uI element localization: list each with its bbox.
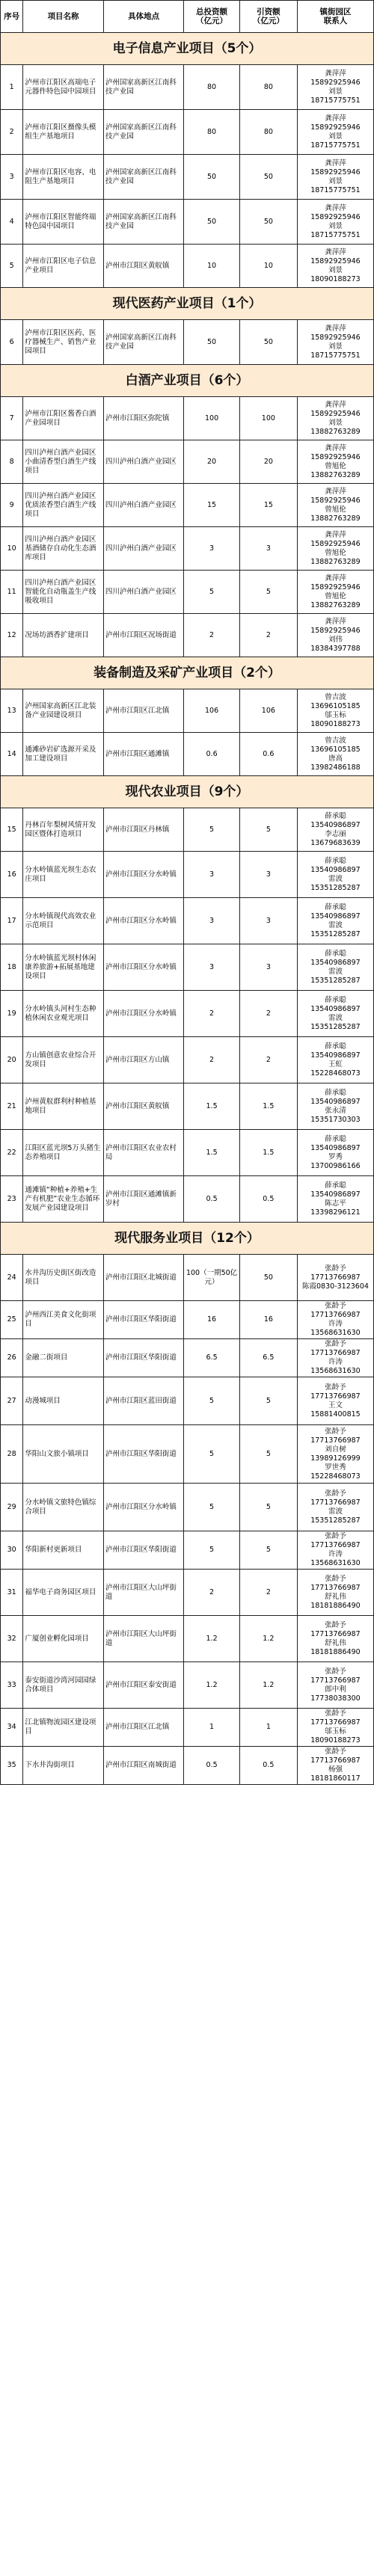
- project-name: 分水岭镇文旅特色镇综合项目: [23, 1484, 104, 1531]
- row-index: 13: [1, 689, 23, 733]
- project-name: 泸州西江美食文化街项目: [23, 1301, 104, 1339]
- project-name: 分水岭镇蓝光坝村休闲康养旅游+拓展基地建设项目: [23, 944, 104, 991]
- project-location: 泸州市江阳区分水岭镇: [103, 852, 184, 898]
- table-row: [1, 1176, 374, 1223]
- row-index: 18: [1, 944, 23, 991]
- row-index: 10: [1, 527, 23, 571]
- contact-person: 龚萍萍 15892925946 刘景 18715775751: [297, 320, 373, 365]
- row-index: 14: [1, 733, 23, 776]
- row-index: 24: [1, 1255, 23, 1301]
- attracted-investment: 3: [239, 527, 297, 571]
- section-title: 白酒产业项目（6个）: [1, 365, 374, 397]
- attracted-investment: 0.6: [239, 733, 297, 776]
- row-index: 9: [1, 484, 23, 527]
- project-name: 泸州市江阳区电子信息产业项目: [23, 245, 104, 288]
- attracted-investment: 3: [239, 944, 297, 991]
- table-row: [1, 944, 374, 991]
- contact-person: 龚萍萍 15892925946 刘景 13882763289: [297, 397, 373, 440]
- contact-person: 龚萍萍 15892925946 曾旭伦 13882763289: [297, 484, 373, 527]
- project-location: 泸州市江阳区通滩镇: [103, 733, 184, 776]
- attracted-investment: 6.5: [239, 1339, 297, 1377]
- row-index: 11: [1, 571, 23, 614]
- table-row: [1, 689, 374, 733]
- table-row: [1, 1709, 374, 1747]
- project-location: 泸州国家高新区江南科技产业园: [103, 110, 184, 155]
- total-investment: 15: [184, 484, 239, 527]
- contact-person: 张龄予 17713766987 许涛 13568631630: [297, 1301, 373, 1339]
- total-investment: 3: [184, 898, 239, 944]
- project-location: 泸州市江阳区大山坪街道: [103, 1616, 184, 1662]
- attracted-investment: 16: [239, 1301, 297, 1339]
- project-location: 泸州市江阳区分水岭镇: [103, 991, 184, 1037]
- table-row: [1, 733, 374, 776]
- attracted-investment: 1.5: [239, 1083, 297, 1130]
- total-investment: 2: [184, 614, 239, 657]
- table-row: [1, 1747, 374, 1785]
- attracted-investment: 5: [239, 1531, 297, 1570]
- project-location: 四川泸州白酒产业园区: [103, 527, 184, 571]
- row-index: 6: [1, 320, 23, 365]
- row-index: 31: [1, 1570, 23, 1616]
- contact-person: 张龄予 17713766987 王文 15881400815: [297, 1377, 373, 1425]
- section-title: 现代服务业项目（12个）: [1, 1223, 374, 1255]
- header-total-investment: 总投资额 （亿元）: [184, 1, 239, 33]
- total-investment: 0.5: [184, 1176, 239, 1223]
- table-header-row: [1, 1, 374, 33]
- table-row: [1, 245, 374, 288]
- attracted-investment: 3: [239, 898, 297, 944]
- project-name: 分水岭镇蓝光坝生态农庄项目: [23, 852, 104, 898]
- project-location: 泸州国家高新区江南科技产业园: [103, 155, 184, 200]
- project-location: 泸州市江阳区丹林镇: [103, 808, 184, 852]
- project-name: 泸州市江阳区酱香白酒产业园项目: [23, 397, 104, 440]
- row-index: 3: [1, 155, 23, 200]
- total-investment: 0.5: [184, 1747, 239, 1785]
- table-row: [1, 898, 374, 944]
- project-location: 泸州市江阳区通滩镇新岁村: [103, 1176, 184, 1223]
- table-row: [1, 1484, 374, 1531]
- row-index: 21: [1, 1083, 23, 1130]
- attracted-investment: 50: [239, 200, 297, 245]
- project-name: 通滩砂岩矿选源开采及加工建设项目: [23, 733, 104, 776]
- project-location: 泸州市江阳区大山坪街道: [103, 1570, 184, 1616]
- total-investment: 10: [184, 245, 239, 288]
- header-attracted-investment: 引资额 （亿元）: [239, 1, 297, 33]
- row-index: 34: [1, 1709, 23, 1747]
- contact-person: 张龄予 17713766987 邬玉标 18090188273: [297, 1709, 373, 1747]
- row-index: 22: [1, 1130, 23, 1176]
- attracted-investment: 80: [239, 110, 297, 155]
- contact-person: 薛承聪 13540986897 李志丽 13679683639: [297, 808, 373, 852]
- attracted-investment: 3: [239, 852, 297, 898]
- total-investment: 20: [184, 440, 239, 484]
- table-row: [1, 65, 374, 110]
- project-name: 下水井沟街项目: [23, 1747, 104, 1785]
- project-location: 泸州市江阳区华阳街道: [103, 1425, 184, 1484]
- table-row: [1, 571, 374, 614]
- project-location: 泸州市江阳区泰安街道: [103, 1662, 184, 1709]
- contact-person: 龚萍萍 15892925946 曾旭伦 13882763289: [297, 571, 373, 614]
- total-investment: 6.5: [184, 1339, 239, 1377]
- contact-person: 张龄予 17713766987 舒礼伟 18181886490: [297, 1616, 373, 1662]
- row-index: 25: [1, 1301, 23, 1339]
- table-row: [1, 155, 374, 200]
- project-location: 泸州国家高新区江南科技产业园: [103, 65, 184, 110]
- project-name: 江阳区蓝光坝5万头猪生态养殖项目: [23, 1130, 104, 1176]
- section-title-row: [1, 33, 374, 65]
- total-investment: 50: [184, 155, 239, 200]
- total-investment: 1.2: [184, 1616, 239, 1662]
- contact-person: 龚萍萍 15892925946 刘景 18715775751: [297, 200, 373, 245]
- project-location: 泸州市江阳区黄舣镇: [103, 245, 184, 288]
- contact-person: 薛承聪 13540986897 雷波 15351285287: [297, 898, 373, 944]
- attracted-investment: 5: [239, 1425, 297, 1484]
- attracted-investment: 15: [239, 484, 297, 527]
- project-location: 泸州市江阳区北城街道: [103, 1255, 184, 1301]
- project-name: 四川泸州白酒产业园区基酒储存自动化生态酒库项目: [23, 527, 104, 571]
- table-row: [1, 440, 374, 484]
- total-investment: 2: [184, 1037, 239, 1083]
- project-name: 四川泸州白酒产业园区优质浓香型白酒生产线项目: [23, 484, 104, 527]
- attracted-investment: 20: [239, 440, 297, 484]
- project-name: 四川泸州白酒产业园区智能化自动瓶盖生产线吸收项目: [23, 571, 104, 614]
- attracted-investment: 1: [239, 1709, 297, 1747]
- row-index: 29: [1, 1484, 23, 1531]
- attracted-investment: 0.5: [239, 1176, 297, 1223]
- project-location: 泸州市江阳区分水岭镇: [103, 898, 184, 944]
- project-name: 泸州国家高新区江北装备产业园建设项目: [23, 689, 104, 733]
- project-name: 泸州市江阳区智能终端特色园中园项目: [23, 200, 104, 245]
- section-title-row: [1, 657, 374, 689]
- project-name: 丹林百年梨树风情开发园区暨体打造项目: [23, 808, 104, 852]
- row-index: 35: [1, 1747, 23, 1785]
- contact-person: 曾吉波 13696105185 邬玉标 18090188273: [297, 689, 373, 733]
- row-index: 33: [1, 1662, 23, 1709]
- contact-person: 龚萍萍 15892925946 刘景 18715775751: [297, 155, 373, 200]
- project-location: 泸州市江阳区黄舣镇: [103, 1083, 184, 1130]
- project-location: 泸州市江阳区分水岭镇: [103, 944, 184, 991]
- project-name: 动漫城项目: [23, 1377, 104, 1425]
- total-investment: 16: [184, 1301, 239, 1339]
- section-title-row: [1, 1223, 374, 1255]
- row-index: 15: [1, 808, 23, 852]
- attracted-investment: 50: [239, 320, 297, 365]
- attracted-investment: 1.2: [239, 1616, 297, 1662]
- project-name: 泰安街道沙湾河园园绿合体项目: [23, 1662, 104, 1709]
- table-row: [1, 614, 374, 657]
- contact-person: 龚萍萍 15892925946 曾旭伦 13882763289: [297, 440, 373, 484]
- row-index: 2: [1, 110, 23, 155]
- contact-person: 龚萍萍 15892925946 刘景 18715775751: [297, 110, 373, 155]
- row-index: 4: [1, 200, 23, 245]
- project-name: 况场坊酒香扩建项目: [23, 614, 104, 657]
- row-index: 30: [1, 1531, 23, 1570]
- attracted-investment: 10: [239, 245, 297, 288]
- project-name: 福华电子商务园区项目: [23, 1570, 104, 1616]
- table-row: [1, 808, 374, 852]
- row-index: 28: [1, 1425, 23, 1484]
- project-name: 方山镇创意农业综合开发项目: [23, 1037, 104, 1083]
- project-name: 水井沟历史街区街改造项目: [23, 1255, 104, 1301]
- attracted-investment: 100: [239, 397, 297, 440]
- contact-person: 张龄予 17713766987 许涛 13568631630: [297, 1531, 373, 1570]
- project-location: 泸州市江阳区分水岭镇: [103, 1484, 184, 1531]
- project-location: 泸州市江阳区农业农村局: [103, 1130, 184, 1176]
- project-name: 金融二街项目: [23, 1339, 104, 1377]
- project-name: 分水岭镇头河村生态种植休闲农业观光项目: [23, 991, 104, 1037]
- attracted-investment: 2: [239, 991, 297, 1037]
- contact-person: 张龄予 17713766987 许涛 13568631630: [297, 1339, 373, 1377]
- table-row: [1, 110, 374, 155]
- contact-person: 薛承聪 13540986897 陈志平 13398296121: [297, 1176, 373, 1223]
- attracted-investment: 5: [239, 571, 297, 614]
- contact-person: 张龄予 17713766987 陈霞0830-3123604: [297, 1255, 373, 1301]
- project-name: 泸州市江阳区高端电子元器件特色园中园项目: [23, 65, 104, 110]
- project-location: 泸州市江阳区南城街道: [103, 1747, 184, 1785]
- project-location: 泸州市江阳区蓝田街道: [103, 1377, 184, 1425]
- contact-person: 龚萍萍 15892925946 刘景 18715775751: [297, 65, 373, 110]
- total-investment: 1.5: [184, 1130, 239, 1176]
- header-contact: 镇街园区 联系人: [297, 1, 373, 33]
- total-investment: 5: [184, 1425, 239, 1484]
- total-investment: 2: [184, 1570, 239, 1616]
- project-location: 泸州市江阳区况场街道: [103, 614, 184, 657]
- total-investment: 3: [184, 527, 239, 571]
- project-location: 泸州市江阳区方山镇: [103, 1037, 184, 1083]
- table-row: [1, 1130, 374, 1176]
- project-name: 华阳新村更新项目: [23, 1531, 104, 1570]
- table-row: [1, 1425, 374, 1484]
- project-location: 四川泸州白酒产业园区: [103, 484, 184, 527]
- total-investment: 100: [184, 397, 239, 440]
- attracted-investment: 50: [239, 1255, 297, 1301]
- contact-person: 张龄予 17713766987 郎中利 17738038300: [297, 1662, 373, 1709]
- table-row: [1, 397, 374, 440]
- table-row: [1, 991, 374, 1037]
- project-name: 江北镇物流园区建设项目: [23, 1709, 104, 1747]
- project-name: 泸州市江阳区摄像头模组生产基地项目: [23, 110, 104, 155]
- contact-person: 张龄予 17713766987 杨强 18181860117: [297, 1747, 373, 1785]
- total-investment: 1.5: [184, 1083, 239, 1130]
- project-location: 泸州市江阳区江北镇: [103, 1709, 184, 1747]
- contact-person: 薛承聪 13540986897 雷波 15351285287: [297, 991, 373, 1037]
- attracted-investment: 2: [239, 614, 297, 657]
- total-investment: 3: [184, 944, 239, 991]
- section-title-row: [1, 365, 374, 397]
- attracted-investment: 2: [239, 1570, 297, 1616]
- total-investment: 5: [184, 1377, 239, 1425]
- total-investment: 0.6: [184, 733, 239, 776]
- table-row: [1, 1570, 374, 1616]
- row-index: 7: [1, 397, 23, 440]
- total-investment: 106: [184, 689, 239, 733]
- table-row: [1, 1037, 374, 1083]
- total-investment: 100（一期50亿元）: [184, 1255, 239, 1301]
- project-location: 泸州市江阳区华阳街道: [103, 1301, 184, 1339]
- table-row: [1, 200, 374, 245]
- attracted-investment: 5: [239, 1484, 297, 1531]
- table-row: [1, 1339, 374, 1377]
- contact-person: 龚萍萍 15892925946 刘伟 18384397788: [297, 614, 373, 657]
- contact-person: 薛承聪 13540986897 罗秀 13700986166: [297, 1130, 373, 1176]
- project-location: 泸州国家高新区江南科技产业园: [103, 200, 184, 245]
- contact-person: 薛承聪 13540986897 雷波 15351285287: [297, 852, 373, 898]
- section-title: 电子信息产业项目（5个）: [1, 33, 374, 65]
- project-name: 分水岭镇现代高效农业示范项目: [23, 898, 104, 944]
- project-name: 华阳山文旅小镇项目: [23, 1425, 104, 1484]
- row-index: 23: [1, 1176, 23, 1223]
- row-index: 20: [1, 1037, 23, 1083]
- contact-person: 薛承聪 13540986897 王虹 15228468073: [297, 1037, 373, 1083]
- project-location: 泸州国家高新区江南科技产业园: [103, 320, 184, 365]
- section-title: 装备制造及采矿产业项目（2个）: [1, 657, 374, 689]
- contact-person: 薛承聪 13540986897 雷波 15351285287: [297, 944, 373, 991]
- total-investment: 5: [184, 571, 239, 614]
- row-index: 27: [1, 1377, 23, 1425]
- row-index: 26: [1, 1339, 23, 1377]
- table-row: [1, 527, 374, 571]
- attracted-investment: 5: [239, 808, 297, 852]
- header-location: 具体地点: [103, 1, 184, 33]
- row-index: 12: [1, 614, 23, 657]
- header-project-name: 项目名称: [23, 1, 104, 33]
- row-index: 8: [1, 440, 23, 484]
- table-row: [1, 320, 374, 365]
- row-index: 1: [1, 65, 23, 110]
- total-investment: 1.2: [184, 1662, 239, 1709]
- contact-person: 龚萍萍 15892925946 曾旭伦 13882763289: [297, 527, 373, 571]
- project-name: 广厦创业孵化园项目: [23, 1616, 104, 1662]
- row-index: 16: [1, 852, 23, 898]
- project-location: 泸州市江阳区江北镇: [103, 689, 184, 733]
- project-name: 四川泸州白酒产业园区小曲清香型白酒生产线项目: [23, 440, 104, 484]
- section-title-row: [1, 288, 374, 320]
- attracted-investment: 1.5: [239, 1130, 297, 1176]
- table-row: [1, 1662, 374, 1709]
- project-name: 通滩镇“种植+养殖+生产有机肥”农业生态循环发展产业园建设项目: [23, 1176, 104, 1223]
- table-row: [1, 852, 374, 898]
- header-index: 序号: [1, 1, 23, 33]
- attracted-investment: 5: [239, 1377, 297, 1425]
- contact-person: 张龄予 17713766987 舒礼伟 18181886490: [297, 1570, 373, 1616]
- attracted-investment: 80: [239, 65, 297, 110]
- project-location: 四川泸州白酒产业园区: [103, 571, 184, 614]
- table-row: [1, 1377, 374, 1425]
- table-row: [1, 484, 374, 527]
- attracted-investment: 1.2: [239, 1662, 297, 1709]
- row-index: 5: [1, 245, 23, 288]
- attracted-investment: 0.5: [239, 1747, 297, 1785]
- table-row: [1, 1616, 374, 1662]
- contact-person: 龚萍萍 15892925946 刘景 18090188273: [297, 245, 373, 288]
- project-name: 泸州市江阳区医药、医疗器械生产、销售产业园项目: [23, 320, 104, 365]
- total-investment: 2: [184, 991, 239, 1037]
- project-location: 泸州市江阳区华阳街道: [103, 1339, 184, 1377]
- attracted-investment: 106: [239, 689, 297, 733]
- table-row: [1, 1301, 374, 1339]
- total-investment: 50: [184, 320, 239, 365]
- table-row: [1, 1255, 374, 1301]
- row-index: 19: [1, 991, 23, 1037]
- total-investment: 5: [184, 1531, 239, 1570]
- total-investment: 1: [184, 1709, 239, 1747]
- section-title-row: [1, 776, 374, 808]
- row-index: 32: [1, 1616, 23, 1662]
- table-row: [1, 1083, 374, 1130]
- project-name: 泸州黄舣群利村种植基地项目: [23, 1083, 104, 1130]
- section-title: 现代农业项目（9个）: [1, 776, 374, 808]
- section-title: 现代医药产业项目（1个）: [1, 288, 374, 320]
- total-investment: 80: [184, 110, 239, 155]
- project-location: 泸州市江阳区华阳街道: [103, 1531, 184, 1570]
- table-body: [1, 33, 374, 1785]
- table-row: [1, 1531, 374, 1570]
- row-index: 17: [1, 898, 23, 944]
- total-investment: 5: [184, 1484, 239, 1531]
- project-location: 四川泸州白酒产业园区: [103, 440, 184, 484]
- contact-person: 张龄予 17713766987 刘自树 13989126999 罗世秀 15228468073: [297, 1425, 373, 1484]
- attracted-investment: 50: [239, 155, 297, 200]
- contact-person: 曾吉波 13696105185 唐高 13982486188: [297, 733, 373, 776]
- total-investment: 50: [184, 200, 239, 245]
- contact-person: 薛承聪 13540986897 张永清 15351730303: [297, 1083, 373, 1130]
- project-location: 泸州市江阳区弥陀镇: [103, 397, 184, 440]
- project-name: 泸州市江阳区电容、电阻生产基地项目: [23, 155, 104, 200]
- contact-person: 张龄予 17713766987 雷波 15351285287: [297, 1484, 373, 1531]
- total-investment: 80: [184, 65, 239, 110]
- total-investment: 5: [184, 808, 239, 852]
- attracted-investment: 2: [239, 1037, 297, 1083]
- total-investment: 3: [184, 852, 239, 898]
